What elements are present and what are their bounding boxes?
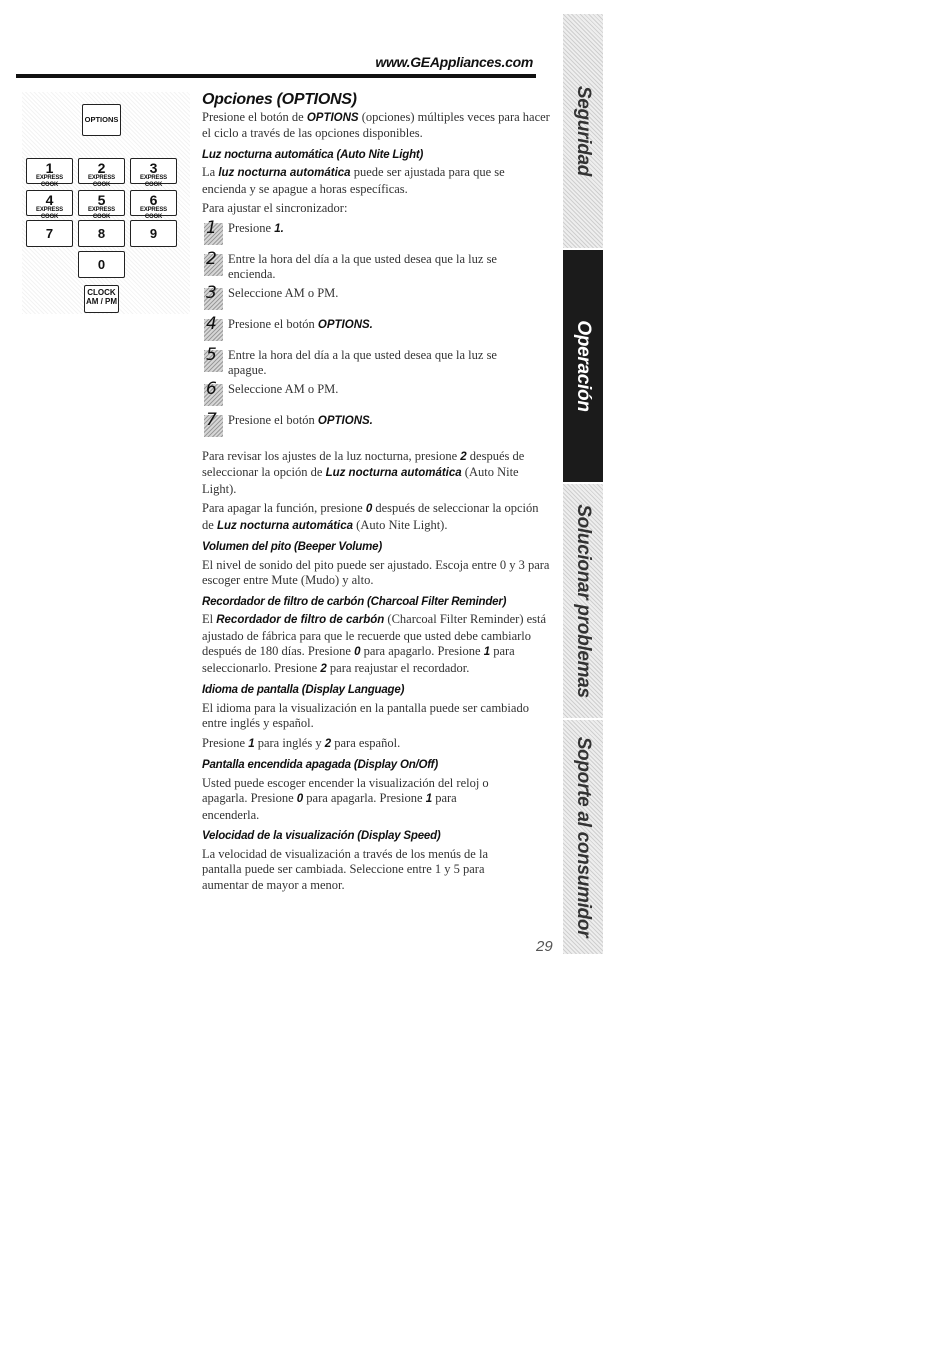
keypad-key-6: 6 EXPRESS COOK [130,190,177,216]
keypad-illustration [22,92,190,314]
step-2: 2 Entre la hora del día a la que usted desea que la luz se encienda. [206,248,497,281]
display-language-paragraph: El idioma para la visualización en la pantalla puede ser cambiado entre inglés y español. [202,700,529,730]
beeper-volume-paragraph: El nivel de sonido del pito puede ser ajustado. Escoja entre 0 y 3 para escoger entre Mute (Mudo) y alto. [202,557,550,587]
display-speed-heading: Velocidad de la visualización (Display Speed) [202,830,441,842]
filter-reminder-heading: Recordador de filtro de carbón (Charcoal Filter Reminder) [202,595,507,608]
display-speed-paragraph: La velocidad de visualización a través de los menús de la pantalla puede ser cambiada. Seleccione entre 1 y 5 para aumentar de mayor a menor. [202,846,489,892]
page-number: 29 [536,938,553,955]
filter-reminder-paragraph: El Recordador de filtro de carbón (Charcoal Filter Reminder) está ajustado de fábrica para que le recuerde que usted debe cambiarlo después de 180 días. Presione 0 para apagarlo. Presione 1 para seleccionarlo. Presione 2 para reajustar el recordador. [202,612,547,675]
step-number-badge: 3 [204,288,223,310]
keypad-key-1: 1 EXPRESS COOK [26,158,73,184]
step-number-badge: 1 [204,223,223,245]
auto-nite-review-paragraph: Para revisar los ajustes de la luz nocturna, presione 2 después de seleccionar la opción de Luz nocturna automática (Auto Nite Light). [202,448,525,496]
keypad-key-7: 7 [26,220,73,247]
display-language-heading: Idioma de pantalla (Display Language) [202,684,405,696]
auto-nite-setup-text: Para ajustar el sincronizador: [202,201,348,215]
step-1: 1 Presione 1. [202,221,552,249]
website-url: www.GEAppliances.com [375,54,533,70]
step-number-badge: 7 [204,415,223,437]
keypad-key-2: 2 EXPRESS COOK [78,158,125,184]
keypad-key-4: 4 EXPRESS COOK [26,190,73,216]
tab-solucionar-problemas: Solucionar problemas [563,484,603,718]
display-language-instructions: Presione 1 para inglés y 2 para español. [202,735,401,750]
step-7: 7 Presione el botón OPTIONS. [202,413,552,441]
step-4: 4 Presione el botón OPTIONS. [202,317,552,345]
tab-seguridad: Seguridad [563,14,603,248]
step-6: 6 Seleccione AM o PM. [202,382,552,410]
beeper-volume-heading: Volumen del pito (Beeper Volume) [202,541,382,553]
keypad-key-5: 5 EXPRESS COOK [78,190,125,216]
step-3: 3 Seleccione AM o PM. [202,286,552,314]
step-number-badge: 2 [204,254,223,276]
keypad-key-3: 3 EXPRESS COOK [130,158,177,184]
step-number-badge: 4 [204,319,223,341]
auto-nite-off-paragraph: Para apagar la función, presione 0 después de seleccionar la opción de Luz nocturna automática (Auto Nite Light). [202,501,539,532]
content-column [202,92,552,897]
display-onoff-paragraph: Usted puede escoger encender la visualización del reloj o apagarla. Presione 0 para apagarla. Presione 1 para encenderla. [202,775,489,822]
display-onoff-heading: Pantalla encendida apagada (Display On/Off) [202,759,438,771]
header-rule [16,74,536,78]
auto-nite-paragraph: La luz nocturna automática puede ser ajustada para que se encienda y se apague a horas específicas. [202,165,505,196]
intro-paragraph: Presione el botón de OPTIONS (opciones) múltiples veces para hacer el ciclo a través de las opciones disponibles. [202,109,550,140]
keypad-key-9: 9 [130,220,177,247]
keypad-key-0: 0 [78,251,125,278]
keypad-key-8: 8 [78,220,125,247]
page-title: Opciones (OPTIONS) [202,91,357,108]
step-5: 5 Entre la hora del día a la que usted desea que la luz se apague. [206,344,497,377]
tab-operacion: Operación [563,250,603,482]
tab-soporte-al-consumidor: Soporte al consumidor [563,720,603,954]
step-number-badge: 5 [204,350,223,372]
auto-nite-heading: Luz nocturna automática (Auto Nite Light) [202,148,424,161]
clock-ampm-key: CLOCK AM / PM [84,285,119,313]
options-key: OPTIONS [82,104,121,136]
step-number-badge: 6 [204,384,223,406]
